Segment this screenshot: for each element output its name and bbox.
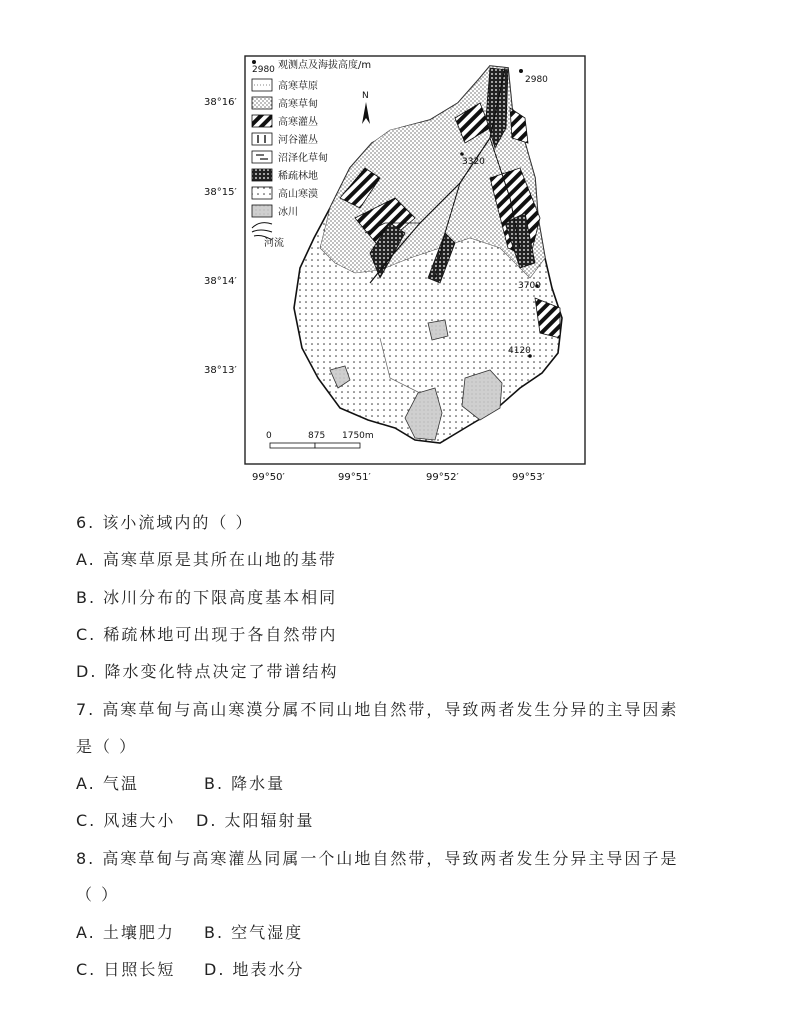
question-6-option-c: C. 稀疏林地可出现于各自然带内	[76, 625, 338, 644]
legend-swatch-forest	[252, 169, 272, 181]
question-7-option-a: A. 气温	[76, 774, 139, 793]
latitude-label: 38°16′	[204, 97, 237, 108]
legend-label: 高寒草原	[278, 81, 318, 92]
question-6-option-d: D. 降水变化特点决定了带谱结构	[76, 662, 339, 681]
legend-label: 沼泽化草甸	[278, 153, 328, 164]
question-7-stem: 7. 高寒草甸与高山寒漠分属不同山地自然带，导致两者发生分异的主导因素	[76, 700, 679, 719]
shrub-patch	[510, 108, 528, 143]
question-7-stem-cont: 是（ ）	[76, 737, 138, 756]
question-6-stem: 6. 该小流域内的（ ）	[76, 513, 254, 532]
legend-label: 高山寒漠	[278, 189, 318, 200]
scale-bar	[266, 431, 374, 448]
north-label: N	[362, 91, 369, 101]
elevation-label: 3320	[462, 157, 485, 167]
question-6-option-a: A. 高寒草原是其所在山地的基带	[76, 550, 337, 569]
observation-point-icon	[252, 60, 256, 64]
question-7-option-d: D. 太阳辐射量	[196, 811, 315, 830]
legend-swatch-desert	[252, 187, 272, 199]
question-6-option-b: B. 冰川分布的下限高度基本相同	[76, 588, 338, 607]
longitude-label: 99°53′	[512, 472, 545, 483]
question-7-option-b: B. 降水量	[204, 774, 286, 793]
legend-label: 河流	[264, 238, 284, 249]
legend-label: 河谷灌丛	[278, 135, 318, 146]
watershed-map	[190, 48, 590, 488]
longitude-label: 99°52′	[426, 472, 459, 483]
question-8-option-c: C. 日照长短	[76, 960, 176, 979]
elevation-label: 4120	[508, 346, 531, 356]
observation-point-icon	[519, 69, 523, 73]
scale-label: 1750m	[342, 431, 374, 441]
legend-label: 冰川	[278, 207, 298, 218]
latitude-label: 38°13′	[204, 365, 237, 376]
scale-label: 0	[266, 431, 272, 441]
question-8-stem: 8. 高寒草甸与高寒灌丛同属一个山地自然带，导致两者发生分异主导因子是	[76, 849, 679, 868]
question-8-stem-cont: （ ）	[76, 885, 120, 904]
north-arrow-icon	[362, 91, 370, 124]
legend-swatch-shrub	[252, 115, 272, 127]
question-8-options-row1	[76, 920, 303, 943]
question-7-options-row2	[76, 808, 315, 831]
legend-swatch-valley-shrub	[252, 133, 272, 145]
legend-label: 稀疏林地	[278, 171, 318, 182]
watershed-map-figure	[190, 48, 590, 488]
question-8-option-b: B. 空气湿度	[204, 923, 304, 942]
question-8-option-a: A. 土壤肥力	[76, 923, 175, 942]
legend-swatch-glacier	[252, 205, 272, 217]
elevation-label: 2980	[525, 75, 548, 85]
latitude-label: 38°15′	[204, 187, 237, 198]
observation-point-icon	[460, 152, 464, 156]
longitude-label: 99°51′	[338, 472, 371, 483]
legend-label: 高寒灌丛	[278, 117, 318, 128]
question-7-options-row1	[76, 771, 285, 794]
question-8-option-d: D. 地表水分	[204, 960, 305, 979]
elevation-label: 3700	[518, 281, 541, 291]
legend-swatch-marsh	[252, 151, 272, 163]
legend-swatch-meadow	[252, 97, 272, 109]
question-8-options-row2	[76, 957, 305, 980]
question-7-option-c: C. 风速大小	[76, 811, 176, 830]
legend-label: 高寒草甸	[278, 99, 318, 110]
latitude-label: 38°14′	[204, 276, 237, 287]
longitude-label: 99°50′	[252, 472, 285, 483]
glacier-patch	[428, 320, 448, 340]
legend-point-label: 观测点及海拔高度/m	[278, 60, 372, 71]
scale-label: 875	[308, 431, 326, 441]
legend-point-value: 2980	[252, 65, 275, 75]
